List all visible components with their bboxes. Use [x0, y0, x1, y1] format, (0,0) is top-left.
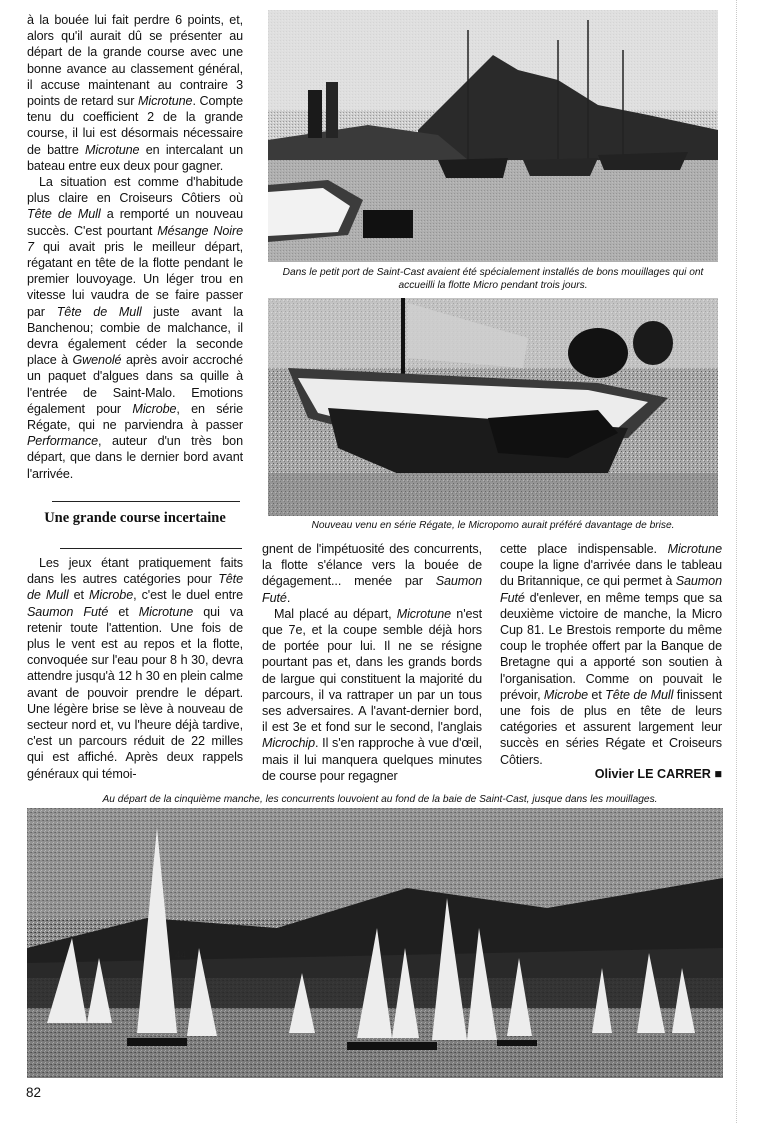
photo-harbour-image: [268, 10, 718, 262]
text-run: et: [108, 604, 139, 619]
boat-name: Microtune: [85, 142, 140, 157]
text-run: .: [286, 590, 291, 605]
boat-name: Microtune: [396, 606, 452, 621]
text-run: , en série Régate, qui ne parviendra à passer: [27, 401, 243, 433]
text-column-middle: [262, 541, 482, 784]
photo-harbour-caption: Dans le petit port de Saint-Cast avaient été spécialement installés de bons mouillages qui ont accueilli la flotte Micro pendant trois jours.: [282, 267, 704, 291]
text-run: et: [588, 687, 606, 702]
paragraph: [27, 555, 243, 782]
text-run: après avoir accroché un paquet d'algues dans sa quille à l'entrée de Saint-Malo. Emotions également pour: [27, 353, 243, 416]
photo-micropomo: [268, 298, 718, 516]
photo-fleet-start: [27, 808, 723, 1078]
boat-name: Tête de Mull: [56, 304, 142, 319]
boat-name: Tête de Mull: [605, 687, 674, 702]
boat-name: Microbe: [132, 401, 177, 416]
text-run: gnent de l'impétuosité des concurrents, la flotte s'élance vers la bouée de dégagement... menée par: [262, 542, 482, 589]
boat-name: Saumon Futé: [500, 574, 722, 605]
boat-name: Microtune: [138, 94, 193, 109]
boat-name: Microtune: [667, 542, 722, 556]
boat-name: Mésange Noire 7: [27, 223, 244, 254]
boat-name: Tête de Mull: [27, 207, 101, 222]
text-run: coupe la ligne d'arrivée dans le tableau du Britannique, ce qui permet à: [500, 558, 722, 589]
text-column-right: [500, 541, 722, 768]
boat-name: Gwenolé: [72, 353, 122, 368]
photo-micropomo-caption: Nouveau venu en série Régate, le Micropomo aurait préféré davantage de brise.: [311, 520, 675, 531]
photo-harbour-moorings: [268, 10, 718, 262]
subheading-rule-bottom: [60, 548, 242, 549]
text-run: , c'est le duel entre: [133, 588, 243, 603]
text-run: qui avait pris le meilleur départ, régatant en tête de la flotte pendant le premier louvoyage. Un léger trou en vitesse lui vaudra de se faire passer par: [27, 239, 243, 319]
text-run: . Compte tenu du coefficient 2 de la grande course, il lui est désormais nécessaire de battre: [27, 94, 244, 157]
boat-name: Microbe: [543, 687, 589, 702]
text-run: n'est que 7e, et la coupe semble déjà hors de portée pour lui. Il ne se résigne pourtant pas et, dans les grands bords de largue qui constituent la majorité du parcours, il va rattraper un par un tous ses adversaires. A l'avant-dernier bord, il est 3e et fond sur le second, l'anglais: [262, 606, 482, 735]
boat-name: Performance: [27, 434, 98, 449]
text-run: finissent une fois de plus en tête de leurs catégories et assurent largement leur succès en séries Régate et Croiseurs Côtiers.: [500, 687, 722, 767]
text-run: Mal placé au départ,: [274, 606, 397, 621]
text-column-left-top: [27, 12, 243, 482]
text-run: et: [68, 588, 90, 603]
paragraph: [262, 606, 482, 784]
subheading: Une grande course incertaine: [44, 510, 226, 526]
paragraph: [500, 541, 722, 768]
boat-name: Microchip: [262, 736, 315, 751]
text-column-left-bottom: [27, 555, 243, 782]
boat-name: Tête de Mull: [27, 572, 243, 603]
author-signature: Olivier LE CARRER ■: [594, 767, 722, 781]
text-run: cette place indispensable.: [500, 542, 668, 556]
photo-fleet-caption: Au départ de la cinquième manche, les concurrents louvoient au fond de la baie de Saint-Cast, jusque dans les mouillages.: [102, 794, 658, 805]
paragraph: [27, 174, 243, 482]
text-run: juste avant la Banchenou; combie de malchance, il devra également céder la seconde place à: [27, 304, 243, 368]
subheading-rule-top: [52, 501, 240, 502]
photo-micropomo-image: [268, 298, 718, 516]
page-number: 82: [26, 1085, 42, 1100]
sail-number: 44: [175, 950, 187, 961]
text-run: Les jeux étant pratiquement faits dans les autres catégories pour: [27, 556, 243, 587]
boat-name: Saumon Futé: [27, 604, 109, 619]
boat-name: Microtune: [138, 604, 194, 619]
page-edge: [736, 0, 738, 1123]
text-run: qui va retenir toute l'attention. Une fois de plus le vent est au repos et la flotte, convoquée sur l'eau pour 8 h 30, devra attendre jusqu'à 12 h 30 en plein calme avant de pouvoir prendre le départ. Une légère brise se lève à nouveau de secteur nord et, vu l'heure déjà tardive, c'est un parcours réduit de 22 milles qui est affiché. Après deux rappels généraux qui témoi-: [27, 604, 243, 781]
text-run: a remporté un nouveau succès. C'est pourtant: [27, 207, 243, 238]
text-run: d'enlever, en même temps que sa deuxième victoire de manche, la Micro Cup 81. Le Brestois remporte du même coup le trophée offert par la Banque de Bretagne qui a apporté son soutien à l'organisation. Comme on pouvait le prévoir,: [500, 590, 722, 702]
text-run: , auteur d'un très bon départ, que dans le dernier bord avant l'arrivée.: [27, 434, 243, 481]
boat-name: Microbe: [89, 588, 134, 603]
text-run: La situation est comme d'habitude plus claire en Croiseurs Côtiers où: [27, 175, 243, 206]
text-run: en intercalant un bateau entre eux deux pour gagner.: [27, 142, 243, 173]
text-run: à la bouée lui fait perdre 6 points, et, alors qu'il aurait dû se présenter au départ de la grande course avec une bonne avance au classement général, il accuse maintenant au contraire 3 points de retard sur: [27, 13, 243, 109]
paragraph: [27, 12, 243, 174]
paragraph: [262, 541, 482, 606]
text-run: . Il s'en rapproche à vue d'œil, mais il lui manquera quelques minutes de course pour regagner: [262, 736, 482, 783]
photo-fleet-image: [27, 808, 723, 1078]
boat-name: Saumon Futé: [262, 574, 482, 605]
